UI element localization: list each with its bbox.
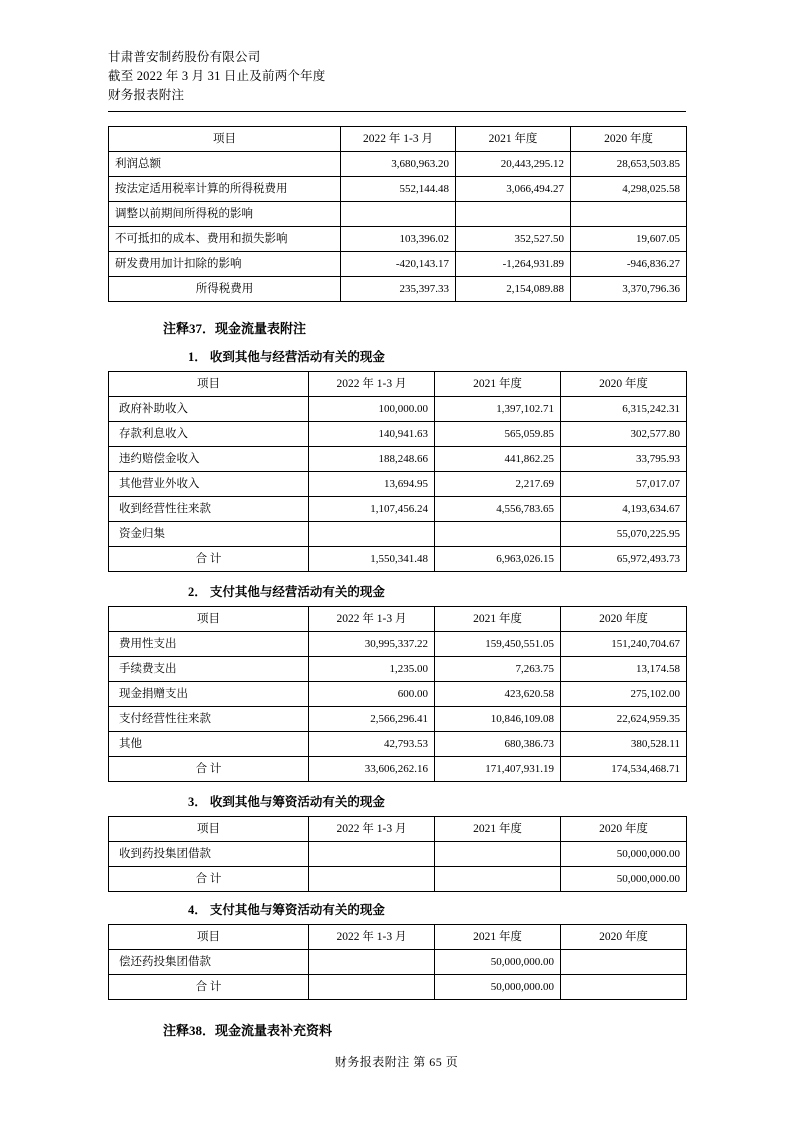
table-row (109, 707, 687, 732)
column-header-2021: 2021 年度 (435, 372, 561, 397)
row-value-2022q1 (341, 202, 456, 227)
row-value-2020: 50,000,000.00 (561, 842, 687, 867)
table-row (109, 472, 687, 497)
row-label: 收到经营性往来款 (109, 497, 309, 522)
column-header-2020: 2020 年度 (561, 925, 687, 950)
row-label: 研发费用加计扣除的影响 (109, 252, 341, 277)
row-value-2022q1: 30,995,337.22 (309, 632, 435, 657)
row-value-2021: 1,397,102.71 (435, 397, 561, 422)
row-value-2021: 50,000,000.00 (435, 950, 561, 975)
note-37-title: 注释37．现金流量表附注 (163, 321, 307, 336)
row-value-2021: 10,846,109.08 (435, 707, 561, 732)
total-value-2021: 6,963,026.15 (435, 547, 561, 572)
row-value-2022q1: 3,680,963.20 (341, 152, 456, 177)
table-row (109, 202, 687, 227)
row-value-2021: 3,066,494.27 (456, 177, 571, 202)
table-header-row (109, 817, 687, 842)
header-divider (108, 111, 686, 112)
column-header-item: 项目 (109, 817, 309, 842)
total-value-2020: 3,370,796.36 (571, 277, 687, 302)
row-value-2022q1: 1,235.00 (309, 657, 435, 682)
row-value-2021: 20,443,295.12 (456, 152, 571, 177)
column-header-2022q1: 2022 年 1-3 月 (341, 127, 456, 152)
total-label: 合 计 (109, 975, 309, 1000)
row-value-2020: 22,624,959.35 (561, 707, 687, 732)
column-header-item: 项目 (109, 925, 309, 950)
total-value-2020: 50,000,000.00 (561, 867, 687, 892)
table-row (109, 682, 687, 707)
row-label: 不可抵扣的成本、费用和损失影响 (109, 227, 341, 252)
row-value-2022q1: 103,396.02 (341, 227, 456, 252)
table-row (109, 522, 687, 547)
column-header-item: 项目 (109, 372, 309, 397)
row-value-2020: 6,315,242.31 (561, 397, 687, 422)
row-value-2020: 13,174.58 (561, 657, 687, 682)
note-37-sub4-title: 4． 支付其他与筹资活动有关的现金 (188, 903, 385, 917)
row-value-2021: 441,862.25 (435, 447, 561, 472)
total-value-2022q1 (309, 867, 435, 892)
row-value-2022q1: 140,941.63 (309, 422, 435, 447)
row-value-2020: -946,836.27 (571, 252, 687, 277)
row-value-2022q1: 188,248.66 (309, 447, 435, 472)
total-value-2022q1 (309, 975, 435, 1000)
total-value-2021 (435, 867, 561, 892)
column-header-2021: 2021 年度 (456, 127, 571, 152)
table-row (109, 447, 687, 472)
document-header (108, 48, 686, 112)
row-value-2020 (561, 950, 687, 975)
table-total-row (109, 547, 687, 572)
column-header-item: 项目 (109, 127, 341, 152)
row-value-2021: 159,450,551.05 (435, 632, 561, 657)
row-value-2021: 565,059.85 (435, 422, 561, 447)
table-header-row (109, 607, 687, 632)
row-value-2022q1: 1,107,456.24 (309, 497, 435, 522)
row-value-2022q1: 42,793.53 (309, 732, 435, 757)
row-value-2020: 380,528.11 (561, 732, 687, 757)
total-value-2022q1: 1,550,341.48 (309, 547, 435, 572)
table-row (109, 227, 687, 252)
column-header-2022q1: 2022 年 1-3 月 (309, 372, 435, 397)
column-header-2020: 2020 年度 (561, 817, 687, 842)
row-value-2021 (435, 842, 561, 867)
table-row (109, 657, 687, 682)
column-header-2020: 2020 年度 (561, 372, 687, 397)
table-total-row (109, 757, 687, 782)
row-value-2022q1: -420,143.17 (341, 252, 456, 277)
row-label: 费用性支出 (109, 632, 309, 657)
row-value-2022q1 (309, 842, 435, 867)
total-value-2021: 50,000,000.00 (435, 975, 561, 1000)
table-header-row (109, 127, 687, 152)
table-row (109, 422, 687, 447)
row-label: 违约赔偿金收入 (109, 447, 309, 472)
row-label: 收到药投集团借款 (109, 842, 309, 867)
row-value-2021 (456, 202, 571, 227)
row-value-2020: 28,653,503.85 (571, 152, 687, 177)
row-value-2020: 4,193,634.67 (561, 497, 687, 522)
column-header-2021: 2021 年度 (435, 607, 561, 632)
table-total-row (109, 867, 687, 892)
total-value-2020: 65,972,493.73 (561, 547, 687, 572)
row-label: 资金归集 (109, 522, 309, 547)
note-37-sub2-title: 2． 支付其他与经营活动有关的现金 (188, 585, 385, 599)
column-header-2022q1: 2022 年 1-3 月 (309, 925, 435, 950)
table-header-row (109, 925, 687, 950)
row-value-2020: 19,607.05 (571, 227, 687, 252)
table-row (109, 252, 687, 277)
row-label: 调整以前期间所得税的影响 (109, 202, 341, 227)
column-header-2021: 2021 年度 (435, 817, 561, 842)
row-value-2020: 4,298,025.58 (571, 177, 687, 202)
page-content (108, 48, 686, 1043)
table-row (109, 632, 687, 657)
total-label: 所得税费用 (109, 277, 341, 302)
total-label: 合 计 (109, 547, 309, 572)
row-value-2020 (571, 202, 687, 227)
total-value-2020 (561, 975, 687, 1000)
row-label: 按法定适用税率计算的所得税费用 (109, 177, 341, 202)
table-row (109, 397, 687, 422)
row-label: 其他营业外收入 (109, 472, 309, 497)
cash-received-operating-table (108, 371, 687, 572)
row-value-2020: 302,577.80 (561, 422, 687, 447)
row-value-2020: 55,070,225.95 (561, 522, 687, 547)
row-value-2022q1: 100,000.00 (309, 397, 435, 422)
row-value-2020: 57,017.07 (561, 472, 687, 497)
row-value-2022q1: 552,144.48 (341, 177, 456, 202)
note-37-sub1-title: 1． 收到其他与经营活动有关的现金 (188, 350, 385, 364)
total-value-2021: 171,407,931.19 (435, 757, 561, 782)
column-header-item: 项目 (109, 607, 309, 632)
table-row (109, 842, 687, 867)
row-value-2022q1 (309, 522, 435, 547)
table-header-row (109, 372, 687, 397)
column-header-2021: 2021 年度 (435, 925, 561, 950)
table-total-row (109, 277, 687, 302)
row-value-2021: 2,217.69 (435, 472, 561, 497)
row-value-2020: 151,240,704.67 (561, 632, 687, 657)
cash-paid-operating-table (108, 606, 687, 782)
tax-reconciliation-table (108, 126, 687, 302)
row-label: 现金捐赠支出 (109, 682, 309, 707)
row-value-2020: 33,795.93 (561, 447, 687, 472)
total-value-2021: 2,154,089.88 (456, 277, 571, 302)
total-value-2020: 174,534,468.71 (561, 757, 687, 782)
total-value-2022q1: 33,606,262.16 (309, 757, 435, 782)
header-company-name: 甘肃普安制药股份有限公司 (108, 50, 261, 64)
row-label: 存款利息收入 (109, 422, 309, 447)
total-label: 合 计 (109, 867, 309, 892)
row-label: 利润总额 (109, 152, 341, 177)
column-header-2020: 2020 年度 (571, 127, 687, 152)
row-label: 支付经营性往来款 (109, 707, 309, 732)
cash-received-financing-table (108, 816, 687, 892)
row-label: 其他 (109, 732, 309, 757)
row-value-2021: 423,620.58 (435, 682, 561, 707)
table-row (109, 177, 687, 202)
row-value-2022q1: 2,566,296.41 (309, 707, 435, 732)
column-header-2020: 2020 年度 (561, 607, 687, 632)
table-row (109, 497, 687, 522)
table-row (109, 950, 687, 975)
note-37-sub3-title: 3． 收到其他与筹资活动有关的现金 (188, 795, 385, 809)
table-row (109, 732, 687, 757)
header-period: 截至 2022 年 3 月 31 日止及前两个年度 (108, 69, 326, 83)
column-header-2022q1: 2022 年 1-3 月 (309, 607, 435, 632)
table-row (109, 152, 687, 177)
row-value-2022q1: 13,694.95 (309, 472, 435, 497)
row-label: 政府补助收入 (109, 397, 309, 422)
total-label: 合 计 (109, 757, 309, 782)
row-value-2020: 275,102.00 (561, 682, 687, 707)
row-value-2021: 352,527.50 (456, 227, 571, 252)
header-section: 财务报表附注 (108, 88, 185, 102)
cash-paid-financing-table (108, 924, 687, 1000)
row-value-2022q1: 600.00 (309, 682, 435, 707)
note-38-title: 注释38．现金流量表补充资料 (163, 1023, 333, 1038)
row-value-2021 (435, 522, 561, 547)
table-total-row (109, 975, 687, 1000)
row-value-2021: -1,264,931.89 (456, 252, 571, 277)
column-header-2022q1: 2022 年 1-3 月 (309, 817, 435, 842)
row-label: 手续费支出 (109, 657, 309, 682)
row-label: 偿还药投集团借款 (109, 950, 309, 975)
row-value-2021: 680,386.73 (435, 732, 561, 757)
total-value-2022q1: 235,397.33 (341, 277, 456, 302)
row-value-2022q1 (309, 950, 435, 975)
row-value-2021: 4,556,783.65 (435, 497, 561, 522)
page-footer: 财务报表附注 第 65 页 (334, 1055, 459, 1069)
row-value-2021: 7,263.75 (435, 657, 561, 682)
